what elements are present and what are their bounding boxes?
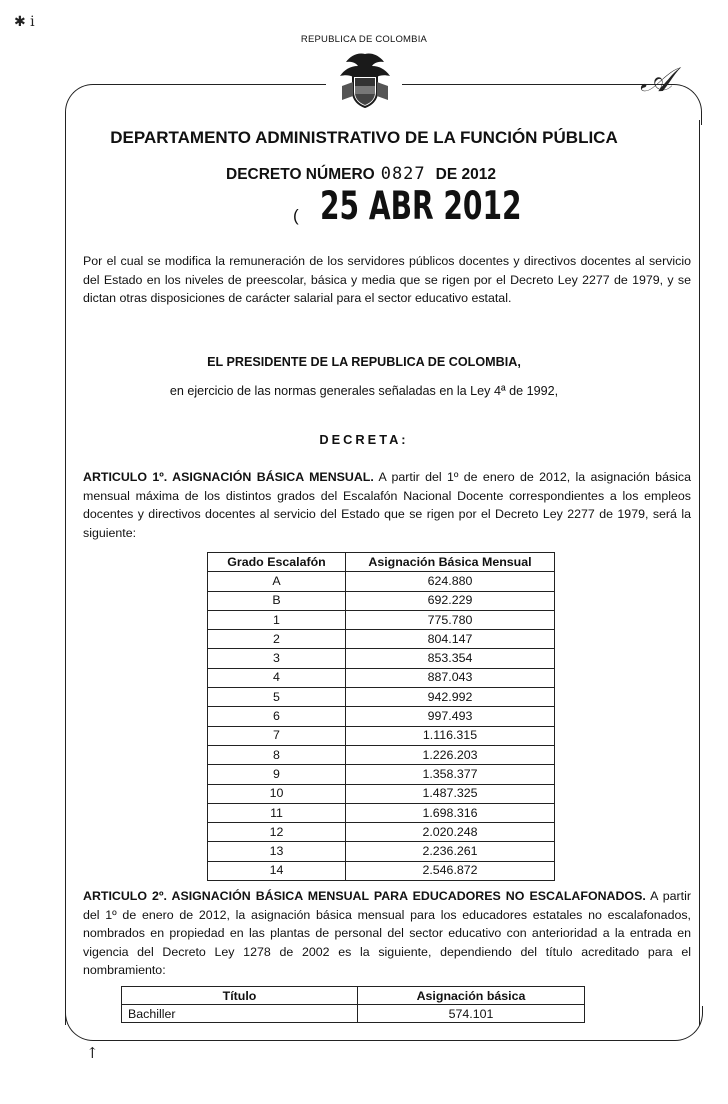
table-row	[208, 668, 555, 687]
amount-cell: 2.236.261	[346, 842, 555, 861]
president-heading: EL PRESIDENTE DE LA REPUBLICA DE COLOMBIA,	[207, 355, 521, 369]
table-row	[208, 861, 555, 880]
table-row	[208, 823, 555, 842]
intro-paragraph: Por el cual se modifica la remuneración de los servidores públicos docentes y directivos docentes al servicio del Estado en los niveles de preescolar, básica y media que se rigen por el Decreto Ley 2277 de 1979, y se dictan otras disposiciones de carácter salarial para el sector educativo estatal.	[83, 254, 691, 305]
column-header: Asignación básica	[358, 987, 585, 1005]
date-stamp: 25 ABR 2012	[320, 184, 522, 229]
amount-cell: 804.147	[346, 630, 555, 649]
article-1-title: ARTICULO 1º. ASIGNACIÓN BÁSICA MENSUAL.	[83, 470, 374, 484]
date-paren: (	[293, 206, 299, 225]
column-header: Asignación Básica Mensual	[346, 553, 555, 572]
decreta-heading: DECRETA:	[319, 432, 409, 447]
decree-label: DECRETO NÚMERO	[226, 166, 375, 183]
table-row	[208, 610, 555, 629]
table-row	[208, 842, 555, 861]
salary-table	[207, 552, 555, 881]
handwritten-arrow: ↑	[86, 1044, 99, 1062]
handwritten-mark: ✱ ⅰ	[14, 14, 35, 30]
authority-line: en ejercicio de las normas generales señaladas en la Ley 4ª de 1992,	[169, 384, 559, 398]
amount-cell: 775.780	[346, 610, 555, 629]
table-row	[208, 591, 555, 610]
grade-cell: 8	[208, 745, 346, 764]
article-2-title: ARTICULO 2º. ASIGNACIÓN BÁSICA MENSUAL PARA EDUCADORES NO ESCALAFONADOS.	[83, 889, 646, 903]
grade-cell: 5	[208, 688, 346, 707]
amount-cell: 2.020.248	[346, 823, 555, 842]
grade-cell: 7	[208, 726, 346, 745]
grade-cell: 6	[208, 707, 346, 726]
grade-cell: A	[208, 572, 346, 591]
amount-cell: 574.101	[358, 1005, 585, 1023]
grade-cell: 4	[208, 668, 346, 687]
amount-cell: 1.487.325	[346, 784, 555, 803]
amount-cell: 692.229	[346, 591, 555, 610]
grade-cell: 10	[208, 784, 346, 803]
table-row	[208, 765, 555, 784]
frame-border	[65, 120, 66, 1025]
article-2-text: A partir del 1º de enero de 2012, la asignación básica mensual para los educadores estatales no escalafonados, nombrados en propiedad en las plantas de personal del sector educativo con anterioridad a la entrada en vigencia del Decreto Ley 1278 de 2002 es la siguiente, dependiendo del título acreditado para el nombramiento:	[83, 889, 691, 977]
frame-border	[65, 84, 326, 125]
grade-cell: 9	[208, 765, 346, 784]
frame-border	[699, 120, 700, 1025]
amount-cell: 997.493	[346, 707, 555, 726]
decree-year: DE 2012	[435, 166, 496, 183]
coat-of-arms-icon	[336, 50, 394, 110]
amount-cell: 887.043	[346, 668, 555, 687]
amount-cell: 1.226.203	[346, 745, 555, 764]
country-header: REPUBLICA DE COLOMBIA	[300, 34, 428, 45]
table-row	[208, 688, 555, 707]
grade-cell: 14	[208, 861, 346, 880]
article-2	[83, 887, 691, 980]
table-row	[208, 707, 555, 726]
grade-cell: 2	[208, 630, 346, 649]
table-row	[122, 1005, 585, 1023]
grade-cell: 3	[208, 649, 346, 668]
amount-cell: 942.992	[346, 688, 555, 707]
grade-cell: 11	[208, 803, 346, 822]
article-1	[83, 468, 691, 542]
table-row	[208, 649, 555, 668]
frame-border	[402, 84, 702, 125]
grade-cell: B	[208, 591, 346, 610]
column-header: Título	[122, 987, 358, 1005]
table-row	[208, 630, 555, 649]
table-header-row	[122, 987, 585, 1005]
amount-cell: 1.358.377	[346, 765, 555, 784]
signature-mark: 𝒜	[640, 60, 673, 100]
grade-cell: 1	[208, 610, 346, 629]
table-row	[208, 726, 555, 745]
amount-cell: 2.546.872	[346, 861, 555, 880]
table-row	[208, 572, 555, 591]
title-cell: Bachiller	[122, 1005, 358, 1023]
grade-cell: 13	[208, 842, 346, 861]
amount-cell: 853.354	[346, 649, 555, 668]
table-row	[208, 745, 555, 764]
decree-number-line	[226, 164, 496, 184]
grade-cell: 12	[208, 823, 346, 842]
article-1-text: A partir del 1º de enero de 2012, la asignación básica mensual máxima de los distintos grados del Escalafón Nacional Docente correspondientes a los empleos docentes y directivos docentes al servicio del Estado que se rigen por el Decreto Ley 2277 de 1979, será la siguiente:	[83, 470, 691, 540]
amount-cell: 1.116.315	[346, 726, 555, 745]
table-header-row	[208, 553, 555, 572]
table-row	[208, 803, 555, 822]
department-title: DEPARTAMENTO ADMINISTRATIVO DE LA FUNCIÓN PÚBLICA	[110, 128, 618, 147]
amount-cell: 624.880	[346, 572, 555, 591]
table-row	[208, 784, 555, 803]
non-tenured-salary-table	[121, 986, 585, 1023]
decree-number: 0827	[380, 164, 426, 184]
amount-cell: 1.698.316	[346, 803, 555, 822]
column-header: Grado Escalafón	[208, 553, 346, 572]
